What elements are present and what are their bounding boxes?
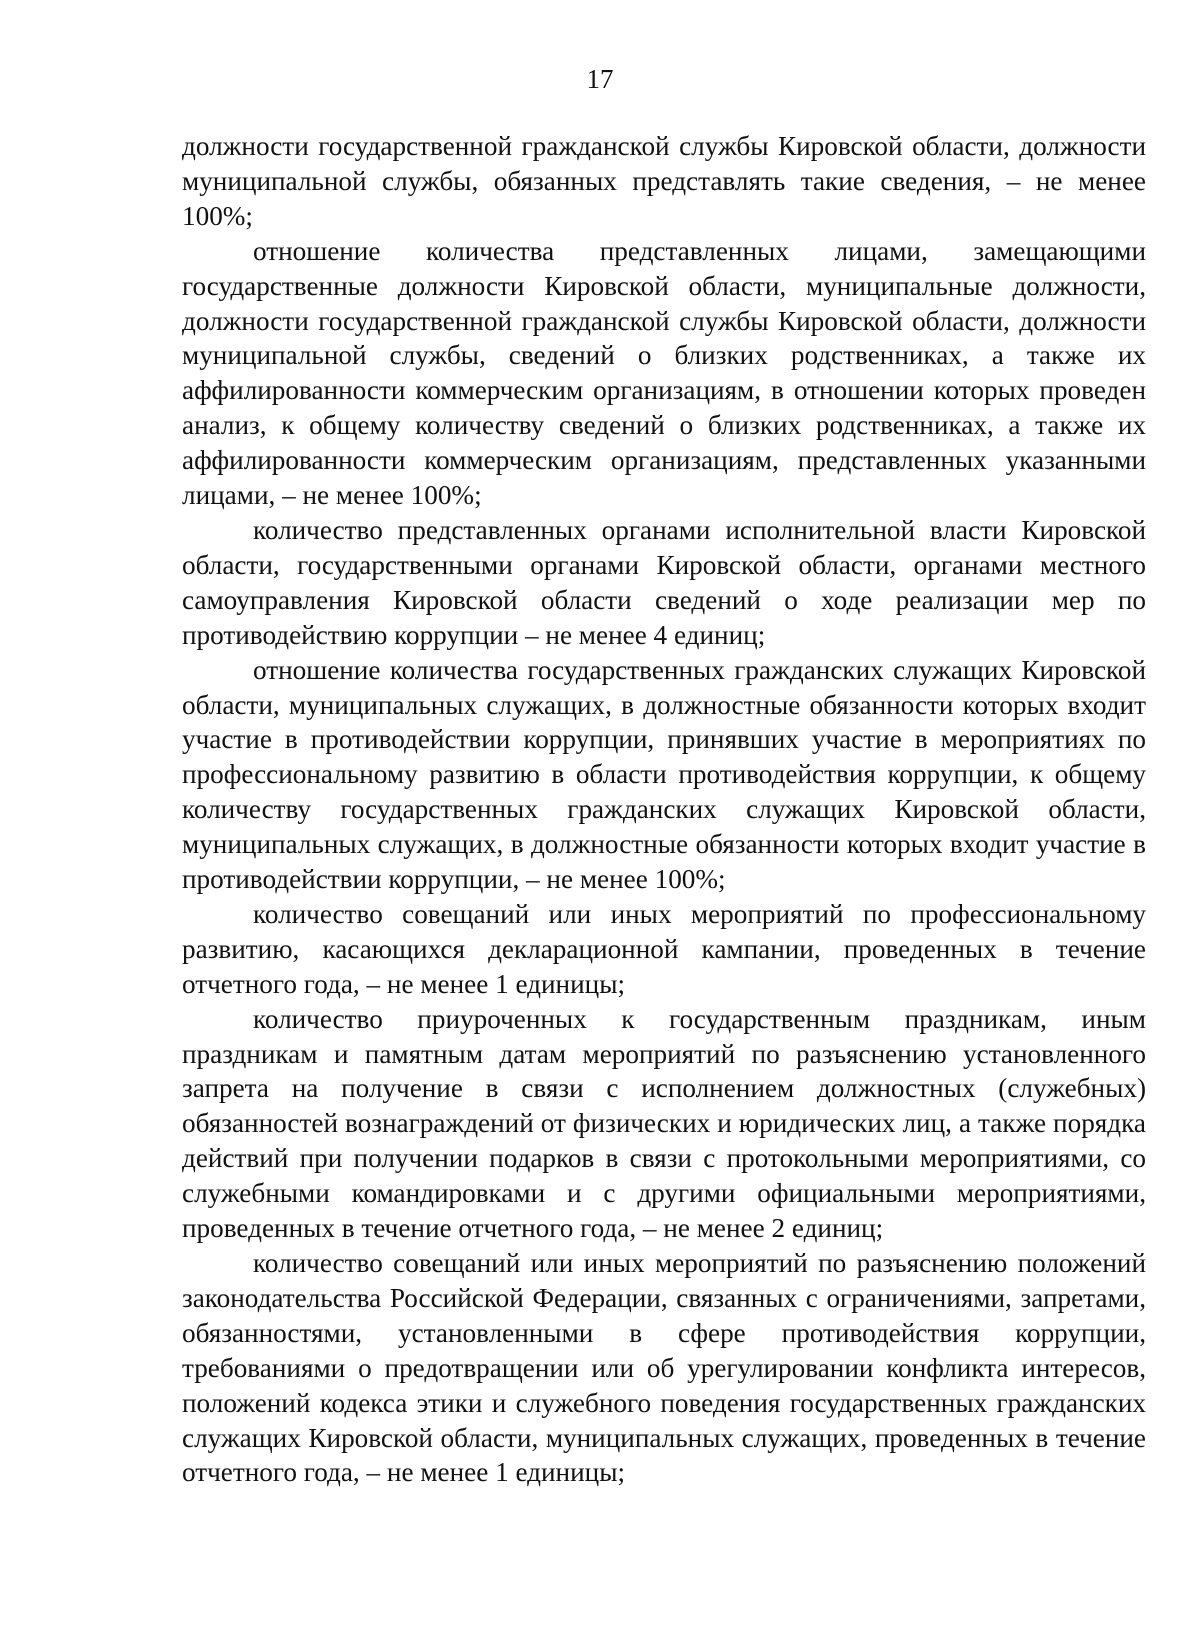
paragraph-affiliation-ratio: отношение количества представленных лицами, замещающими государственные должности Кировской области, муниципальные должности, должности государственной гражданской службы Кировской области, должности муниципальной службы, сведений о близких родственниках, а также их аффилированности коммерческим организациям, в отношении которых проведен анализ, к общему количеству сведений о близких родственниках, а также их аффилированности коммерческим организациям, представленных указанными лицами, – не менее 100%; <box>182 235 1146 511</box>
paragraph-continuation: должности государственной гражданской службы Кировской области, должности муниципальной службы, обязанных представлять такие сведения, – не менее 100%; <box>182 131 1146 231</box>
paragraph-legislation-meetings: количество совещаний или иных мероприятий по разъяснению положений законодательства Российской Федерации, связанных с ограничениями, запретами, обязанностями, установленными в сфере противодействия коррупции, требованиями о предотвращении или об урегулировании конфликта интересов, положений кодекса этики и служебного поведения государственных гражданских служащих Кировской области, муниципальных служащих, проведенных в течение отчетного года, – не менее 1 единицы; <box>182 1248 1146 1488</box>
paragraph-holiday-events: количество приуроченных к государственным праздникам, иным праздникам и памятным датам мероприятий по разъяснению установленного запрета на получение в связи с исполнением должностных (служебных) обязанностей вознаграждений от физических и юридических лиц, а также порядка действий при получении подарков в связи с протокольными мероприятиями, со служебными командировками и с другими официальными мероприятиями, проведенных в течение отчетного года, – не менее 2 единиц; <box>182 1003 1146 1244</box>
paragraph-reports-count: количество представленных органами исполнительной власти Кировской области, государственными органами Кировской области, органами местного самоуправления Кировской области сведений о ходе реализации мер по противодействию коррупции – не менее 4 единиц; <box>182 514 1146 650</box>
page-number: 17 <box>586 64 614 94</box>
paragraph-declaration-meetings: количество совещаний или иных мероприятий по профессиональному развитию, касающихся декларационной кампании, проведенных в течение отчетного года, – не менее 1 единицы; <box>182 898 1146 999</box>
paragraph-training-ratio: отношение количества государственных гражданских служащих Кировской области, муниципальных служащих, в должностные обязанности которых входит участие в противодействии коррупции, принявших участие в мероприятиях по профессиональному развитию в области противодействия коррупции, к общему количеству государственных гражданских служащих Кировской области, муниципальных служащих, в должностные обязанности которых входит участие в противодействии коррупции, – не менее 100%; <box>182 654 1146 895</box>
document-body <box>182 129 1146 1490</box>
